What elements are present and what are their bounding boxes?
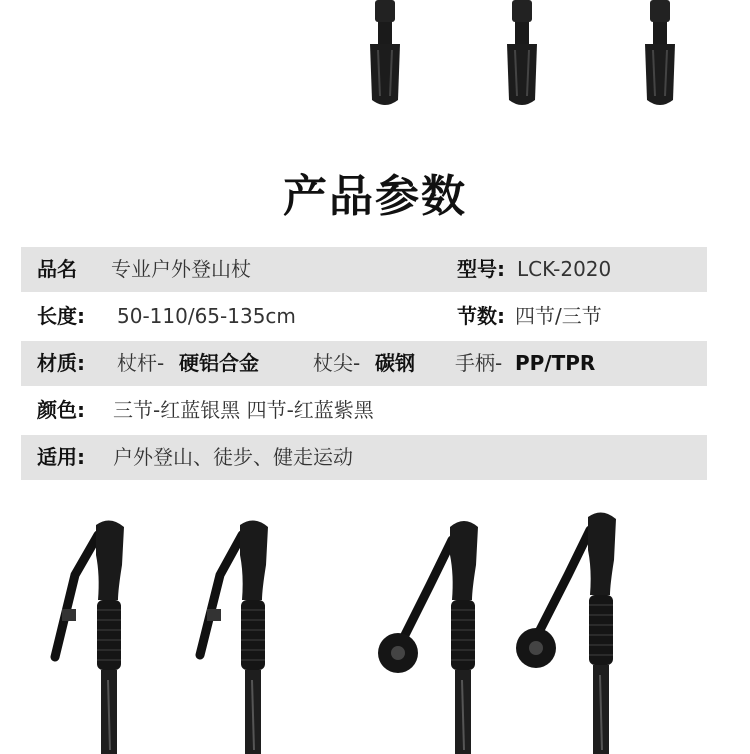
spec-row-material — [21, 341, 707, 386]
use-label: 适用: — [37, 445, 85, 469]
name-label: 品名 — [37, 257, 77, 281]
name-value: 专业户外登山杖 — [111, 257, 251, 281]
length-label: 长度: — [37, 304, 85, 328]
pole-tip-2 — [507, 0, 537, 105]
shaft-prefix: 杖杆- — [117, 351, 165, 375]
pole-handle-1 — [55, 520, 124, 754]
pole-tips-image — [0, 0, 750, 115]
handle-value: PP/TPR — [515, 351, 596, 375]
spec-row-color — [21, 388, 707, 433]
sections-value: 四节/三节 — [515, 304, 602, 328]
handle-prefix: 手柄- — [455, 351, 503, 375]
pole-tip-1 — [370, 0, 400, 105]
pole-tip-3 — [645, 0, 675, 105]
tip-prefix: 杖尖- — [313, 351, 361, 375]
pole-handle-3 — [378, 521, 478, 754]
model-label: 型号: — [457, 257, 505, 281]
spec-row-name — [21, 247, 707, 292]
pole-handle-4 — [516, 512, 616, 754]
length-value: 50-110/65-135cm — [117, 304, 296, 328]
color-label: 颜色: — [37, 398, 85, 422]
pole-handle-2 — [200, 520, 268, 754]
model-value: LCK-2020 — [517, 257, 612, 281]
spec-row-length — [21, 294, 707, 339]
sections-label: 节数: — [457, 304, 505, 328]
shaft-value: 硬铝合金 — [179, 351, 259, 375]
tip-value: 碳钢 — [375, 351, 415, 375]
use-value: 户外登山、徒步、健走运动 — [113, 445, 353, 469]
material-label: 材质: — [37, 351, 85, 375]
pole-handles-image — [0, 505, 750, 754]
spec-row-use — [21, 435, 707, 480]
page-title: 产品参数 — [283, 171, 467, 222]
spec-table — [21, 247, 707, 482]
color-value: 三节-红蓝银黑 四节-红蓝紫黑 — [113, 398, 374, 422]
